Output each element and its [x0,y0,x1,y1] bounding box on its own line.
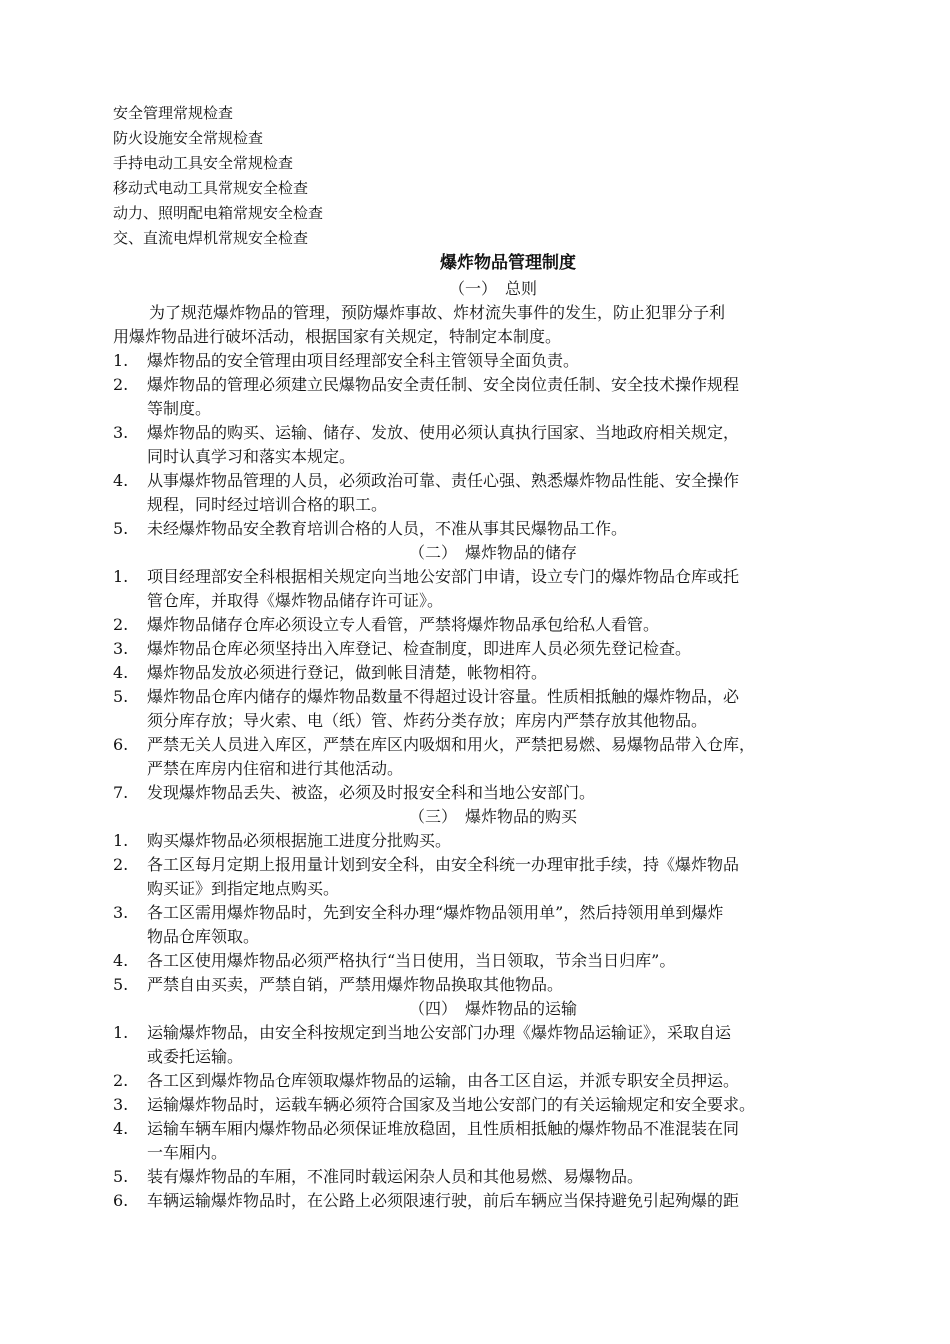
item-number: 1. [113,567,129,586]
check-item: 交、直流电焊机常规安全检查 [113,229,309,247]
item-number: 3. [113,423,129,442]
item-text-line: 严禁自由买卖，严禁自销，严禁用爆炸物品换取其他物品。 [147,975,564,994]
check-item: 安全管理常规检查 [113,104,234,122]
section-intro [113,301,873,349]
item-number: 2. [113,615,129,634]
safety-check-list [113,101,323,251]
item-number: 6. [113,1191,129,1210]
item-text-line: 运输车辆车厢内爆炸物品必须保证堆放稳固，且性质相抵触的爆炸物品不准混装在同 [147,1119,740,1138]
check-item: 移动式电动工具常规安全检查 [113,179,309,197]
item-text-line: 购买证》到指定地点购买。 [147,879,340,898]
intro-line: 用爆炸物品进行破坏活动，根据国家有关规定，特制定本制度。 [113,327,562,346]
item-number: 3. [113,639,129,658]
item-text-line: 同时认真学习和落实本规定。 [147,447,356,466]
list-item [113,853,873,901]
item-number: 1. [113,351,129,370]
check-item: 手持电动工具安全常规检查 [113,154,294,172]
item-number: 2. [113,1071,129,1090]
item-number: 7. [113,783,129,802]
list-item [113,661,873,685]
regulation-body [113,249,873,1213]
item-number: 2. [113,855,129,874]
item-text-line: 从事爆炸物品管理的人员，必须政治可靠、责任心强、熟悉爆炸物品性能、安全操作 [147,471,740,490]
list-item [113,733,873,781]
item-text-line: 各工区使用爆炸物品必须严格执行“当日使用，当日领取，节余当日归库”。 [147,951,676,970]
list-item [113,421,873,469]
item-text-line: 爆炸物品储存仓库必须设立专人看管，严禁将爆炸物品承包给私人看管。 [147,615,660,634]
item-text-line: 项目经理部安全科根据相关规定向当地公安部门申请，设立专门的爆炸物品仓库或托 [147,567,740,586]
item-text-line: 管仓库，并取得《爆炸物品储存许可证》。 [147,591,444,610]
item-number: 3. [113,1095,129,1114]
item-text-line: 爆炸物品发放必须进行登记，做到帐目清楚，帐物相符。 [147,663,548,682]
item-text-line: 装有爆炸物品的车厢，不准同时载运闲杂人员和其他易燃、易爆物品。 [147,1167,644,1186]
item-text-line: 爆炸物品仓库内储存的爆炸物品数量不得超过设计容量。性质相抵触的爆炸物品，必 [147,687,740,706]
item-text-line: 各工区到爆炸物品仓库领取爆炸物品的运输，由各工区自运，并派专职安全员押运。 [147,1071,740,1090]
item-text-line: 严禁无关人员进入库区，严禁在库区内吸烟和用火，严禁把易燃、易爆物品带入仓库， [147,735,756,754]
list-item [113,781,873,805]
list-item [113,829,873,853]
item-text-line: 爆炸物品仓库必须坚持出入库登记、检查制度，即进库人员必须先登记检查。 [147,639,692,658]
item-text-line: 爆炸物品的购买、运输、储存、发放、使用必须认真执行国家、当地政府相关规定， [147,423,740,442]
item-text-line: 一车厢内。 [147,1143,228,1162]
section-heading: （四） 爆炸物品的运输 [408,999,577,1018]
item-number: 1. [113,831,129,850]
list-item [113,1189,873,1213]
list-item [113,1093,873,1117]
list-item [113,565,873,613]
item-text-line: 或委托运输。 [147,1047,244,1066]
item-number: 4. [113,1119,129,1138]
section-heading: （二） 爆炸物品的储存 [408,543,577,562]
item-text-line: 购买爆炸物品必须根据施工进度分批购买。 [147,831,452,850]
list-item [113,901,873,949]
item-number: 2. [113,375,129,394]
list-item [113,685,873,733]
intro-line: 为了规范爆炸物品的管理，预防爆炸事故、炸材流失事件的发生，防止犯罪分子利 [149,303,726,322]
list-item [113,1117,873,1165]
item-text-line: 物品仓库领取。 [147,927,260,946]
item-number: 5. [113,519,129,538]
check-item: 动力、照明配电箱常规安全检查 [113,204,324,222]
list-item [113,1165,873,1189]
list-item [113,517,873,541]
list-item [113,1069,873,1093]
section-heading: （三） 爆炸物品的购买 [408,807,577,826]
item-text-line: 严禁在库房内住宿和进行其他活动。 [147,759,404,778]
item-text-line: 运输爆炸物品，由安全科按规定到当地公安部门办理《爆炸物品运输证》，采取自运 [147,1023,732,1042]
item-text-line: 运输爆炸物品时，运载车辆必须符合国家及当地公安部门的有关运输规定和安全要求。 [147,1095,756,1114]
item-text-line: 爆炸物品的管理必须建立民爆物品安全责任制、安全岗位责任制、安全技术操作规程 [147,375,740,394]
item-text-line: 须分库存放；导火索、电（纸）管、炸药分类存放；库房内严禁存放其他物品。 [147,711,708,730]
list-item [113,973,873,997]
list-item [113,349,873,373]
item-number: 1. [113,1023,129,1042]
section-heading: （一） 总则 [448,279,537,298]
item-number: 5. [113,1167,129,1186]
item-text-line: 发现爆炸物品丢失、被盗，必须及时报安全科和当地公安部门。 [147,783,596,802]
item-number: 4. [113,663,129,682]
list-item [113,637,873,661]
item-number: 4. [113,471,129,490]
item-text-line: 爆炸物品的安全管理由项目经理部安全科主管领导全面负责。 [147,351,580,370]
item-text-line: 各工区每月定期上报用量计划到安全科，由安全科统一办理审批手续，持《爆炸物品 [147,855,740,874]
list-item [113,949,873,973]
item-text-line: 车辆运输爆炸物品时，在公路上必须限速行驶，前后车辆应当保持避免引起殉爆的距 [147,1191,740,1210]
document-title: 爆炸物品管理制度 [440,253,576,273]
list-item [113,373,873,421]
item-number: 5. [113,687,129,706]
item-text-line: 各工区需用爆炸物品时，先到安全科办理“爆炸物品领用单”，然后持领用单到爆炸 [147,903,724,922]
sections [113,277,873,1213]
item-number: 4. [113,951,129,970]
list-item [113,469,873,517]
item-text-line: 等制度。 [147,399,212,418]
item-number: 5. [113,975,129,994]
list-item [113,613,873,637]
item-text-line: 规程，同时经过培训合格的职工。 [147,495,388,514]
list-item [113,1021,873,1069]
item-number: 3. [113,903,129,922]
item-text-line: 未经爆炸物品安全教育培训合格的人员，不准从事其民爆物品工作。 [147,519,628,538]
item-number: 6. [113,735,129,754]
check-item: 防火设施安全常规检查 [113,129,264,147]
